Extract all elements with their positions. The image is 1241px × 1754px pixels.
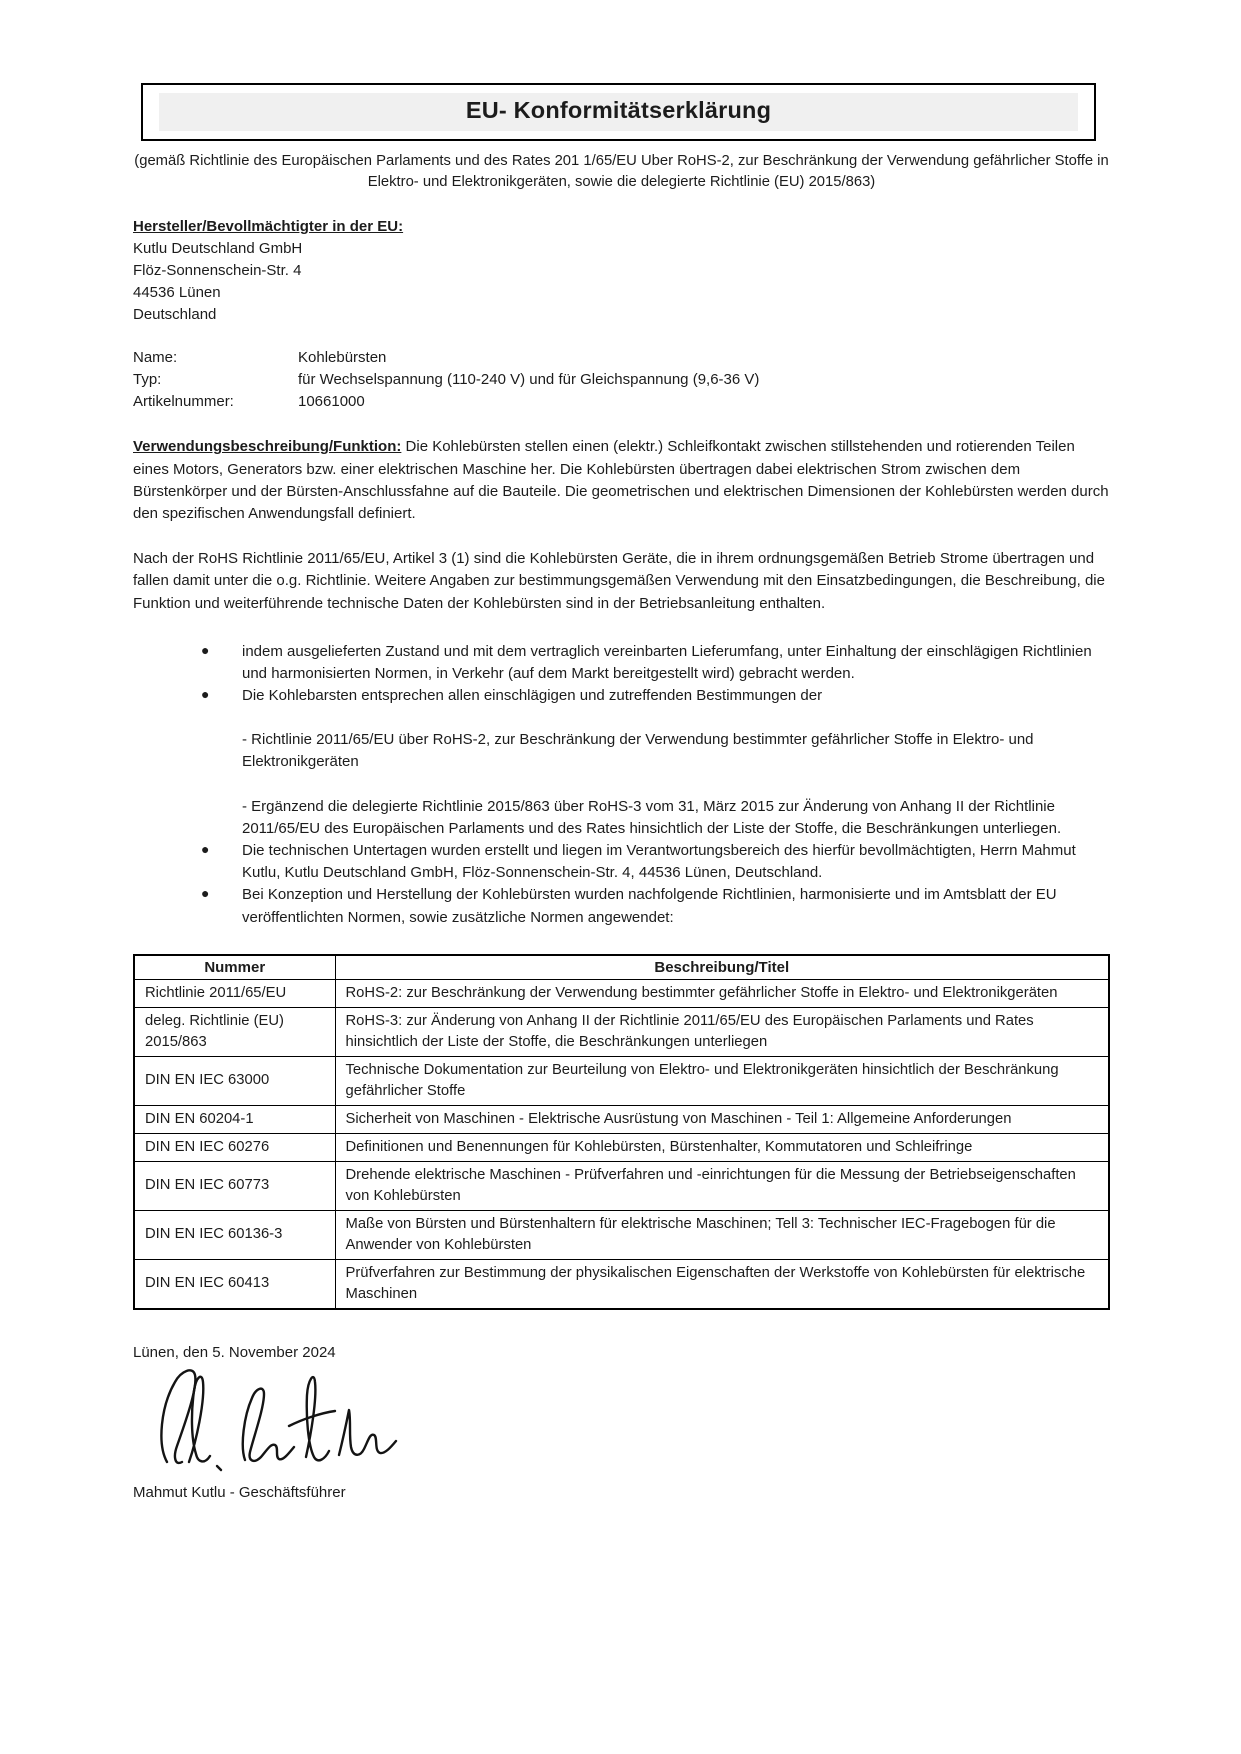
table-row bbox=[134, 1161, 1109, 1210]
product-name-value: Kohlebürsten bbox=[298, 349, 387, 367]
bullet-item-3 bbox=[199, 840, 1110, 884]
standard-description: Sicherheit von Maschinen - Elektrische Ausrüstung von Maschinen - Teil 1: Allgemeine Anforderungen bbox=[335, 1105, 1109, 1133]
product-article-value: 10661000 bbox=[298, 393, 365, 411]
title-box bbox=[141, 83, 1096, 141]
place-date: Lünen, den 5. November 2024 bbox=[133, 1343, 336, 1361]
bullet-text: Die Kohlebarsten entsprechen allen einschlägigen und zutreffenden Bestimmungen der bbox=[242, 687, 823, 705]
bullet-subitem-rohs3: - Ergänzend die delegierte Richtlinie 2015/863 über RoHS-3 vom 31, März 2015 zur Änderung von Anhang II der Richtlinie 2011/65/EU des Europäischen Parlaments und des Rates hinsichtlich der Liste der Stoffe, die Beschränkungen unterliegen. bbox=[242, 797, 1062, 837]
bullet-item-4 bbox=[199, 884, 1110, 928]
bullet-item-1 bbox=[199, 641, 1110, 685]
bullet-text: indem ausgelieferten Zustand und mit dem vertraglich vereinbarten Lieferumfang, unter Einhaltung der einschlägigen Richtlinien und harmonisierten Normen, in Verkehr (auf dem Markt bereitgestellt wird) gebracht werden. bbox=[242, 642, 1092, 682]
standard-description: Maße von Bürsten und Bürstenhaltern für elektrische Maschinen; Tell 3: Technischer IEC-Fragebogen für die Anwender von Kohlebürsten bbox=[335, 1210, 1109, 1259]
product-info bbox=[133, 347, 1110, 413]
standard-number: DIN EN 60204-1 bbox=[134, 1105, 335, 1133]
standard-description: Definitionen und Benennungen für Kohlebürsten, Bürstenhalter, Kommutatoren und Schleifringe bbox=[335, 1133, 1109, 1161]
bullet-item-2 bbox=[199, 685, 1110, 840]
bullet-icon: ● bbox=[201, 686, 210, 703]
subtitle: (gemäß Richtlinie des Europäischen Parlaments und des Rates 201 1/65/EU Uber RoHS-2, zur Beschränkung der Verwendung gefährlicher Stoffe in Elektro- und Elektronikgeräten, sowie die delegierte Richtlinie (EU) 2015/863) bbox=[134, 153, 1109, 190]
title-strip bbox=[159, 93, 1078, 131]
manufacturer-street: Flöz-Sonnenschein-Str. 4 bbox=[133, 262, 302, 280]
standard-description: RoHS-3: zur Änderung von Anhang II der Richtlinie 2011/65/EU des Europäischen Parlaments und Rates hinsichtlich der Liste der Stoffe, die Beschränkungen unterliegen bbox=[335, 1007, 1109, 1056]
product-type-value: für Wechselspannung (110-240 V) und für Gleichspannung (9,6-36 V) bbox=[298, 371, 760, 389]
product-article-label: Artikelnummer: bbox=[133, 393, 234, 411]
bullet-icon: ● bbox=[201, 885, 210, 902]
table-row bbox=[134, 979, 1109, 1007]
standards-table bbox=[133, 954, 1110, 1310]
product-type-label: Typ: bbox=[133, 371, 162, 389]
standard-number: DIN EN IEC 60413 bbox=[134, 1259, 335, 1309]
standard-description: Drehende elektrische Maschinen - Prüfverfahren und -einrichtungen für die Messung der Betriebseigenschaften von Kohlebürsten bbox=[335, 1161, 1109, 1210]
standard-description: RoHS-2: zur Beschränkung der Verwendung bestimmter gefährlicher Stoffe in Elektro- und Elektronikgeräten bbox=[335, 979, 1109, 1007]
rohs-paragraph: Nach der RoHS Richtlinie 2011/65/EU, Artikel 3 (1) sind die Kohlebürsten Geräte, die in ihrem ordnungsgemäßen Betrieb Strome übertragen und fallen damit unter die o.g. Richtlinie. Weitere Angaben zur bestimmungsgemäßen Verwendung mit den Einsatzbedingungen, die Beschreibung, die Funktion und weiterführende technische Daten der Kohlebürsten sind in der Betriebsanleitung enthalten. bbox=[133, 550, 1105, 612]
product-name-label: Name: bbox=[133, 349, 178, 367]
table-header-row bbox=[134, 955, 1109, 980]
table-row bbox=[134, 1133, 1109, 1161]
manufacturer-name: Kutlu Deutschland GmbH bbox=[133, 240, 303, 258]
standard-number: Richtlinie 2011/65/EU bbox=[134, 979, 335, 1007]
column-header-number: Nummer bbox=[134, 955, 335, 980]
usage-heading: Verwendungsbeschreibung/Funktion: bbox=[133, 438, 402, 456]
standard-description: Technische Dokumentation zur Beurteilung von Elektro- und Elektronikgeräten hinsichtlich der Beschränkung gefährlicher Stoffe bbox=[335, 1056, 1109, 1105]
standard-number: DIN EN IEC 63000 bbox=[134, 1056, 335, 1105]
bullet-icon: ● bbox=[201, 641, 210, 658]
bullet-text: Bei Konzeption und Herstellung der Kohlebürsten wurden nachfolgende Richtlinien, harmonisierte und im Amtsblatt der EU veröffentlichten Normen, sowie zusätzliche Normen angewendet: bbox=[242, 886, 1057, 926]
manufacturer-heading: Hersteller/Bevollmächtigter in der EU: bbox=[133, 218, 404, 235]
standard-number: deleg. Richtlinie (EU) 2015/863 bbox=[134, 1007, 335, 1056]
product-row-type bbox=[133, 369, 1110, 391]
page-title: EU- Konformitätserklärung bbox=[465, 97, 772, 123]
declaration-bullet-list bbox=[133, 641, 1110, 929]
standard-number: DIN EN IEC 60136-3 bbox=[134, 1210, 335, 1259]
bullet-subitem-rohs2: - Richtlinie 2011/65/EU über RoHS-2, zur Beschränkung der Verwendung bestimmter gefährlicher Stoffe in Elektro- und Elektronikgeräten bbox=[242, 731, 1034, 771]
product-row-name bbox=[133, 347, 1110, 369]
bullet-text: Die technischen Untertagen wurden erstellt und liegen im Verantwortungsbereich des hierfür bevollmächtigten, Herrn Mahmut Kutlu, Kutlu Deutschland GmbH, Flöz-Sonnenschein-Str. 4, 44536 Lünen, Deutschland. bbox=[242, 842, 1076, 882]
table-row bbox=[134, 1105, 1109, 1133]
column-header-description: Beschreibung/Titel bbox=[335, 955, 1109, 980]
manufacturer-country: Deutschland bbox=[133, 306, 217, 324]
table-row bbox=[134, 1210, 1109, 1259]
bullet-icon: ● bbox=[201, 841, 210, 857]
manufacturer-city: 44536 Lünen bbox=[133, 284, 221, 302]
usage-text: Die Kohlebürsten stellen einen (elektr.) Schleifkontakt zwischen stillstehenden und rotierenden Teilen eines Motors, Generators bzw. einer elektrischen Maschine her. Die Kohlebürsten übertragen dabei elektrischen Strom zwischen dem Bürstenkörper und der Bürsten-Anschlussfahne auf die Bauteile. Die geometrischen und elektrischen Dimensionen der Kohlebürsten werden durch den spezifischen Anwendungsfall definiert. bbox=[133, 438, 1109, 522]
handwritten-signature-icon bbox=[151, 1364, 431, 1476]
table-row bbox=[134, 1056, 1109, 1105]
table-row bbox=[134, 1259, 1109, 1309]
product-row-article-number bbox=[133, 391, 1110, 413]
usage-paragraph bbox=[133, 436, 1110, 525]
signer-name: Mahmut Kutlu - Geschäftsführer bbox=[133, 1483, 346, 1501]
table-row bbox=[134, 1007, 1109, 1056]
standard-number: DIN EN IEC 60773 bbox=[134, 1161, 335, 1210]
standard-description: Prüfverfahren zur Bestimmung der physikalischen Eigenschaften der Werkstoffe von Kohlebürsten für elektrische Maschinen bbox=[335, 1259, 1109, 1309]
standard-number: DIN EN IEC 60276 bbox=[134, 1133, 335, 1161]
